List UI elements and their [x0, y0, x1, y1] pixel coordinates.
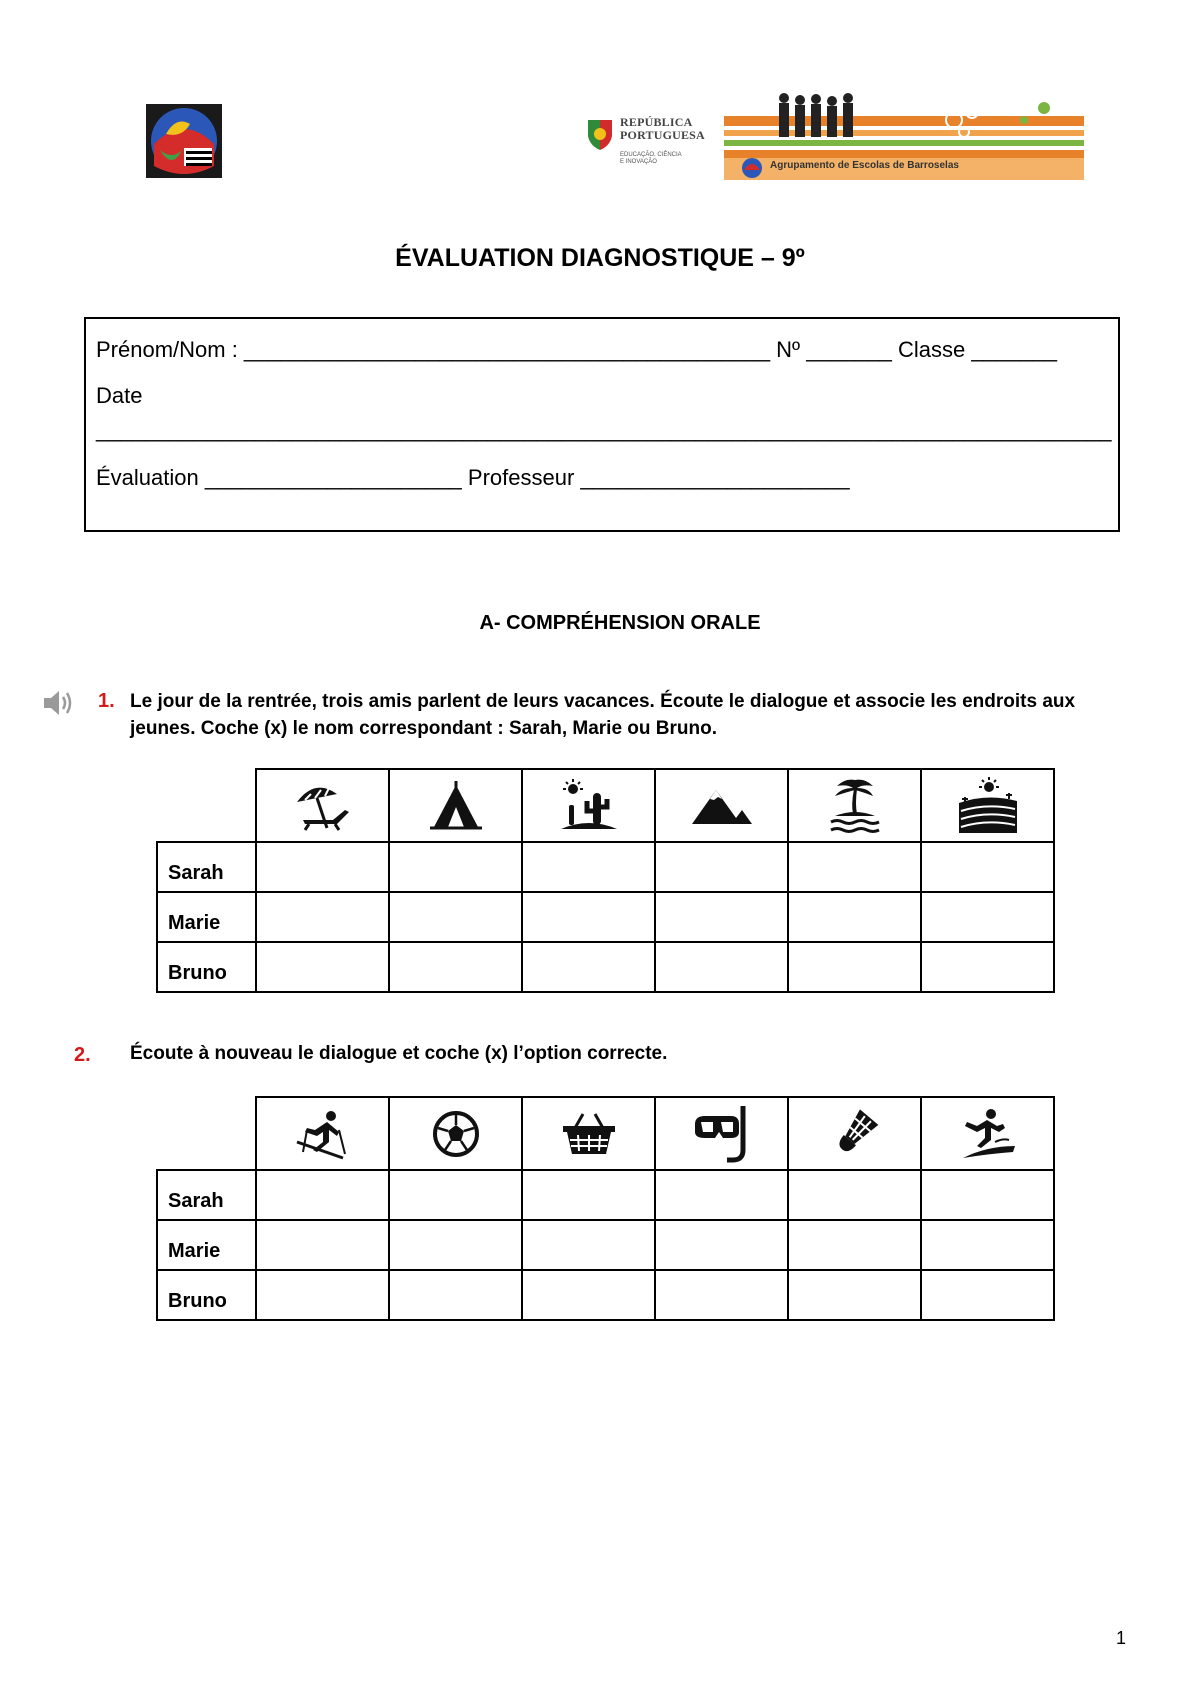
- answer-cell[interactable]: [522, 1220, 655, 1270]
- countryside-field-icon: [921, 769, 1054, 842]
- agrupamento-text: Agrupamento de Escolas de Barroselas: [770, 160, 959, 171]
- answer-cell[interactable]: [921, 1270, 1054, 1320]
- question1-text: [130, 688, 1170, 742]
- answer-cell[interactable]: [921, 1220, 1054, 1270]
- page-title: ÉVALUATION DIAGNOSTIQUE – 9º: [395, 244, 805, 272]
- question2-number: 2.: [74, 1044, 91, 1066]
- answer-cell[interactable]: [655, 1270, 788, 1320]
- republica-sub2: E INOVAÇÃO: [620, 159, 657, 165]
- answer-cell[interactable]: [389, 1270, 522, 1320]
- row-name-sarah: Sarah: [157, 1170, 256, 1220]
- agrupamento-logo: [724, 90, 1084, 182]
- basket-icon: [522, 1097, 655, 1170]
- row-name-marie: Marie: [157, 892, 256, 942]
- snorkel-mask-icon: [655, 1097, 788, 1170]
- answer-cell[interactable]: [522, 942, 655, 992]
- places-table: [156, 768, 1055, 993]
- answer-cell[interactable]: [921, 892, 1054, 942]
- row-name-sarah: Sarah: [157, 842, 256, 892]
- island-palm-icon: [788, 769, 921, 842]
- desert-cactus-icon: [522, 769, 655, 842]
- answer-cell[interactable]: [655, 942, 788, 992]
- republica-sub1: EDUCAÇÃO, CIÊNCIA: [620, 152, 682, 158]
- school-emblem-icon: [146, 104, 222, 178]
- answer-cell[interactable]: [389, 1170, 522, 1220]
- row-name-marie: Marie: [157, 1220, 256, 1270]
- question2-text: Écoute à nouveau le dialogue et coche (x) l’option correcte.: [130, 1043, 668, 1064]
- football-icon: [389, 1097, 522, 1170]
- answer-cell[interactable]: [256, 1270, 389, 1320]
- answer-cell[interactable]: [788, 1220, 921, 1270]
- republica-portuguesa-logo: [586, 114, 716, 174]
- answer-cell[interactable]: [788, 1270, 921, 1320]
- republica-line2: PORTUGUESA: [620, 128, 705, 142]
- answer-cell[interactable]: [522, 842, 655, 892]
- evaluation-teacher-line[interactable]: Évaluation _____________________ Professeur ______________________: [96, 465, 850, 490]
- answer-cell[interactable]: [788, 942, 921, 992]
- answer-cell[interactable]: [655, 1170, 788, 1220]
- answer-cell[interactable]: [655, 892, 788, 942]
- answer-cell[interactable]: [522, 892, 655, 942]
- answer-cell[interactable]: [256, 1220, 389, 1270]
- question1-text-line2: jeunes. Coche (x) le nom correspondant : Sarah, Marie ou Bruno.: [130, 718, 717, 739]
- answer-cell[interactable]: [655, 1220, 788, 1270]
- answer-cell[interactable]: [389, 1220, 522, 1270]
- name-number-class-line[interactable]: Prénom/Nom : ___________________________________________ Nº _______ Classe _______: [96, 337, 1057, 362]
- answer-cell[interactable]: [522, 1170, 655, 1220]
- surfing-icon: [921, 1097, 1054, 1170]
- section-a-title: A- COMPRÉHENSION ORALE: [479, 612, 761, 634]
- question1-number: 1.: [98, 690, 115, 712]
- answer-cell[interactable]: [788, 1170, 921, 1220]
- row-name-bruno: Bruno: [157, 942, 256, 992]
- beach-umbrella-icon: [256, 769, 389, 842]
- date-label: Date: [96, 383, 143, 408]
- tent-icon: [389, 769, 522, 842]
- answer-cell[interactable]: [256, 1170, 389, 1220]
- question1-text-line1: Le jour de la rentrée, trois amis parlent de leurs vacances. Écoute le dialogue et associe les endroits aux: [130, 691, 1076, 712]
- answer-cell[interactable]: [256, 842, 389, 892]
- answer-cell[interactable]: [655, 842, 788, 892]
- page-number: 1: [1116, 1628, 1127, 1648]
- answer-cell[interactable]: [389, 892, 522, 942]
- skiing-icon: [256, 1097, 389, 1170]
- answer-cell[interactable]: [921, 842, 1054, 892]
- answer-cell[interactable]: [256, 942, 389, 992]
- row-name-bruno: Bruno: [157, 1270, 256, 1320]
- republica-line1: REPÚBLICA: [620, 115, 693, 129]
- answer-cell[interactable]: [788, 892, 921, 942]
- table-corner: [157, 1097, 256, 1170]
- speaker-icon: [42, 688, 76, 718]
- answer-cell[interactable]: [788, 842, 921, 892]
- shuttlecock-icon: [788, 1097, 921, 1170]
- answer-cell[interactable]: [921, 942, 1054, 992]
- answer-cell[interactable]: [921, 1170, 1054, 1220]
- answer-cell[interactable]: [389, 842, 522, 892]
- answer-cell[interactable]: [522, 1270, 655, 1320]
- portugal-flag-icon: [586, 118, 614, 152]
- date-line[interactable]: ___________________________________________________________________________________: [96, 417, 1112, 442]
- table-corner: [157, 769, 256, 842]
- answer-cell[interactable]: [256, 892, 389, 942]
- answer-cell[interactable]: [389, 942, 522, 992]
- activities-table: [156, 1096, 1055, 1321]
- identification-box: [84, 317, 1120, 532]
- mountain-icon: [655, 769, 788, 842]
